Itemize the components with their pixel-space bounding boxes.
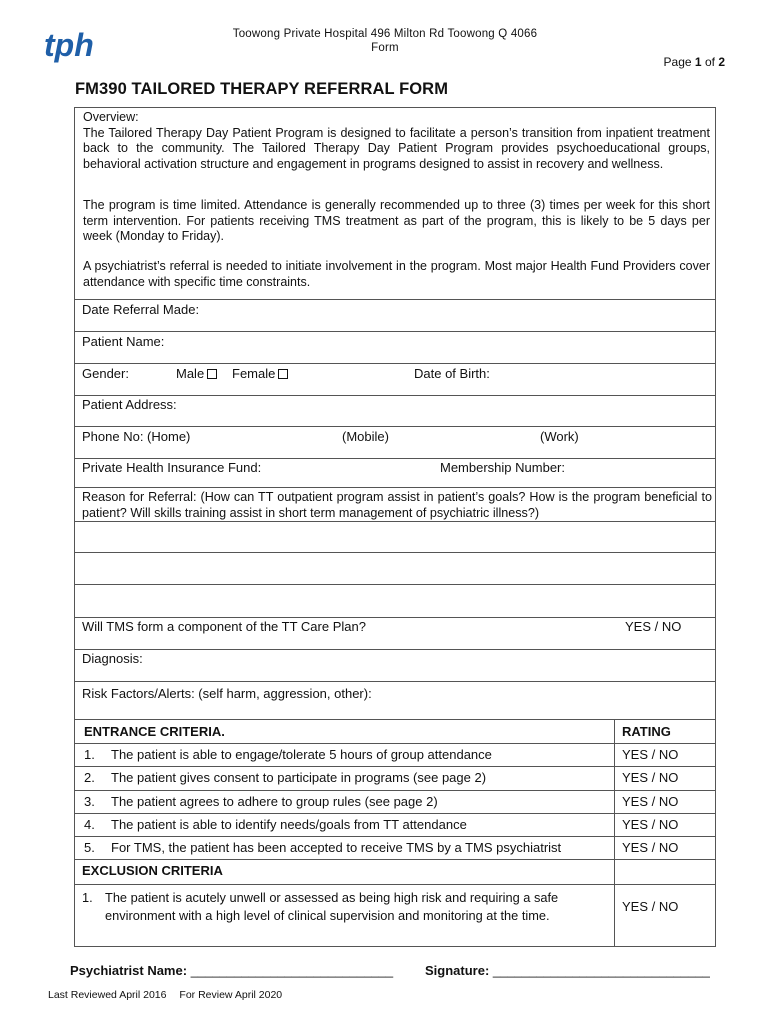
overview-paragraph-2: The program is time limited. Attendance is generally recommended up to three (3) times per week for this short term intervention. For patients receiving TMS treatment as part of the program, this is likely to be 5 days per week (Monday to Friday). (83, 198, 710, 244)
criteria-text: The patient gives consent to participate in programs (see page 2) (111, 770, 487, 785)
divider (74, 584, 716, 585)
divider (74, 299, 716, 300)
psychiatrist-name-label: Psychiatrist Name: (70, 963, 188, 978)
signature-line[interactable]: ______________________________ (492, 963, 710, 978)
psychiatrist-name-field[interactable] (70, 963, 393, 978)
criteria-rating[interactable]: YES / NO (622, 770, 679, 785)
diagnosis-field[interactable]: Diagnosis: (82, 651, 143, 666)
overview-heading: Overview: (83, 110, 139, 124)
hospital-address: Toowong Private Hospital 496 Milton Rd Toowong Q 4066 (232, 28, 538, 40)
last-reviewed: Last Reviewed April 2016 (48, 989, 167, 1001)
logo-text: tph (44, 28, 94, 63)
signature-field[interactable] (425, 963, 710, 978)
tms-answer[interactable]: YES / NO (625, 619, 682, 634)
criteria-number: 3. (84, 794, 95, 809)
criteria-rating[interactable]: YES / NO (622, 747, 679, 762)
criteria-text: The patient is able to engage/tolerate 5 hours of group attendance (111, 747, 492, 762)
criteria-number: 4. (84, 817, 95, 832)
membership-field[interactable]: Membership Number: (440, 460, 565, 475)
divider (74, 363, 716, 364)
criteria-text: The patient agrees to adhere to group rules (see page 2) (111, 794, 438, 809)
divider (74, 813, 716, 814)
divider (74, 487, 716, 488)
divider (74, 859, 716, 860)
exclusion-criteria-heading: EXCLUSION CRITERIA (82, 863, 223, 878)
footer (48, 989, 282, 1001)
entrance-criteria-row (84, 817, 467, 832)
divider (74, 552, 716, 553)
criteria-number: 1. (84, 747, 95, 762)
criteria-rating[interactable]: YES / NO (622, 817, 679, 832)
date-referral-field[interactable]: Date Referral Made: (82, 302, 200, 317)
criteria-rating[interactable]: YES / NO (622, 840, 679, 855)
male-label: Male (176, 366, 205, 381)
criteria-number: 5. (84, 840, 95, 855)
divider (74, 426, 716, 427)
phone-home-field[interactable]: Phone No: (Home) (82, 429, 191, 444)
criteria-rating[interactable]: YES / NO (622, 794, 679, 809)
divider (74, 458, 716, 459)
phone-mobile-field[interactable]: (Mobile) (342, 429, 389, 444)
exclusion-criteria-row (82, 889, 602, 924)
male-checkbox[interactable] (207, 369, 217, 379)
female-label: Female (232, 366, 276, 381)
criteria-number: 2. (84, 770, 95, 785)
signature-label: Signature: (425, 963, 490, 978)
female-option[interactable] (232, 366, 288, 381)
reason-for-referral-field[interactable]: Reason for Referral: (How can TT outpatient program assist in patient’s goals? How is the program beneficial to patient? Will skills training assist in short term management of psychiatric illness?) (82, 490, 712, 520)
phone-work-field[interactable]: (Work) (540, 429, 579, 444)
divider (74, 719, 716, 720)
rating-heading: RATING (622, 724, 671, 739)
divider (74, 884, 716, 885)
hospital-header (180, 27, 590, 55)
entrance-criteria-row (84, 770, 487, 785)
divider (74, 681, 716, 682)
tph-logo (44, 28, 104, 68)
page-label: Page (663, 55, 692, 69)
risk-factors-field[interactable]: Risk Factors/Alerts: (self harm, aggression, other): (82, 686, 372, 701)
criteria-rating[interactable]: YES / NO (622, 899, 679, 914)
criteria-text: The patient is acutely unwell or assessed as being high risk and requiring a safe environment with a high level of clinical supervision and monitoring at the time. (105, 890, 559, 923)
divider (74, 836, 716, 837)
overview-paragraph-3: A psychiatrist’s referral is needed to initiate involvement in the program. Most major Health Fund Providers cover attendance with specific time constraints. (83, 259, 710, 289)
female-checkbox[interactable] (278, 369, 288, 379)
criteria-text: For TMS, the patient has been accepted to receive TMS by a TMS psychiatrist (111, 840, 562, 855)
insurance-field[interactable]: Private Health Insurance Fund: (82, 460, 262, 475)
entrance-criteria-row (84, 840, 562, 855)
divider (74, 617, 716, 618)
overview-section (83, 110, 710, 172)
dob-field[interactable]: Date of Birth: (414, 366, 490, 381)
entrance-criteria-row (84, 794, 438, 809)
divider (74, 649, 716, 650)
divider (74, 790, 716, 791)
criteria-number: 1. (82, 890, 93, 905)
page-of: of (704, 55, 715, 69)
patient-address-field[interactable]: Patient Address: (82, 397, 177, 412)
page-current: 1 (694, 55, 702, 69)
divider (74, 766, 716, 767)
entrance-criteria-heading: ENTRANCE CRITERIA. (84, 724, 225, 739)
entrance-criteria-row (84, 747, 492, 762)
divider (74, 395, 716, 396)
gender-label: Gender: (82, 366, 129, 381)
tms-question: Will TMS form a component of the TT Care Plan? (82, 619, 366, 634)
page-total: 2 (718, 55, 725, 69)
form-title: FM390 TAILORED THERAPY REFERRAL FORM (75, 80, 449, 98)
male-option[interactable] (176, 366, 217, 381)
criteria-text: The patient is able to identify needs/goals from TT attendance (111, 817, 467, 832)
page-number (640, 55, 725, 69)
rating-column-divider (614, 719, 615, 947)
divider (74, 521, 716, 522)
divider (74, 331, 716, 332)
psychiatrist-name-line[interactable]: ____________________________ (190, 963, 394, 978)
patient-name-field[interactable]: Patient Name: (82, 334, 165, 349)
divider (74, 743, 716, 744)
for-review: For Review April 2020 (179, 989, 283, 1001)
header-form-label: Form (371, 42, 399, 54)
overview-paragraph-1: The Tailored Therapy Day Patient Program is designed to facilitate a person’s transition from inpatient treatment back to the community. The Tailored Therapy Day Patient Program provides psychoeducational groups, behavioral activation structure and engagement in programs designed to assist in recovery and wellness. (83, 125, 710, 171)
